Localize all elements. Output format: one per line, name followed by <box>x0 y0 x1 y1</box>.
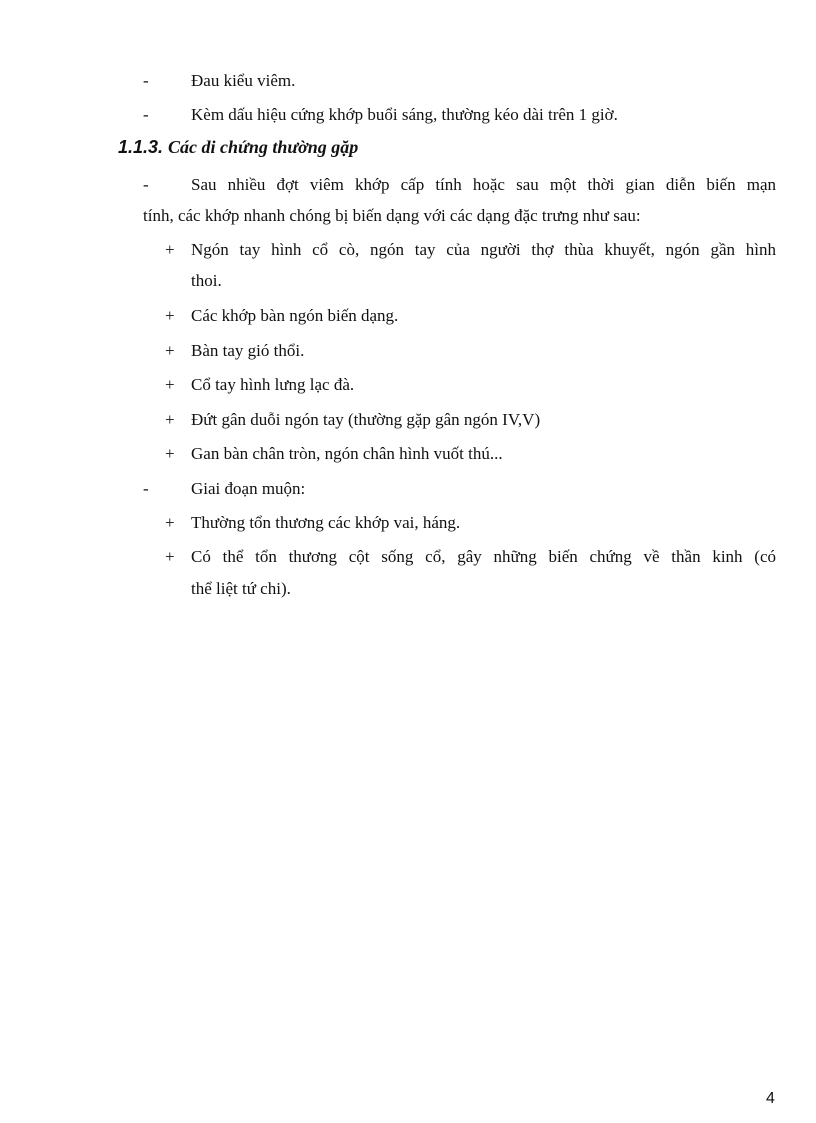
plus-marker: + <box>165 513 175 532</box>
list-item-continuation: thoi. <box>191 271 222 290</box>
list-item: Đứt gân duỗi ngón tay (thường gặp gân ngón IV,V) <box>191 410 541 429</box>
list-item: Gan bàn chân tròn, ngón chân hình vuốt thú... <box>191 444 503 463</box>
list-item: Cổ tay hình lưng lạc đà. <box>191 375 355 394</box>
page-number: 4 <box>766 1090 775 1107</box>
dash-marker: - <box>143 479 149 498</box>
intro-second-line: tính, các khớp nhanh chóng bị biến dạng với các dạng đặc trưng như sau: <box>143 206 641 225</box>
plus-marker: + <box>165 375 175 394</box>
plus-marker: + <box>165 444 175 463</box>
intro-first-line: Sau nhiều đợt viêm khớp cấp tính hoặc sau một thời gian diễn biến mạn <box>191 175 776 194</box>
list-item: Thường tổn thương các khớp vai, háng. <box>191 513 461 532</box>
plus-marker: + <box>165 240 175 259</box>
plus-marker: + <box>165 341 175 360</box>
late-stage-label: Giai đoạn muộn: <box>191 479 306 498</box>
list-item: Kèm dấu hiệu cứng khớp buổi sáng, thường kéo dài trên 1 giờ. <box>191 105 618 124</box>
plus-marker: + <box>165 547 175 566</box>
list-item: Các khớp bàn ngón biến dạng. <box>191 306 399 325</box>
dash-marker: - <box>143 71 149 90</box>
list-item-continuation: thể liệt tứ chi). <box>191 579 291 598</box>
dash-marker: - <box>143 175 149 194</box>
list-item: Có thể tổn thương cột sống cổ, gây những biến chứng về thần kinh (có <box>191 547 776 566</box>
dash-marker: - <box>143 105 149 124</box>
plus-marker: + <box>165 410 175 429</box>
section-title: Các di chứng thường gặp <box>168 137 359 157</box>
list-item: Bàn tay gió thổi. <box>191 341 305 360</box>
section-number: 1.1.3. <box>118 137 164 157</box>
section-heading <box>118 135 358 159</box>
list-item: Đau kiểu viêm. <box>191 71 296 90</box>
plus-marker: + <box>165 306 175 325</box>
list-item: Ngón tay hình cổ cò, ngón tay của người thợ thùa khuyết, ngón gần hình <box>191 240 776 259</box>
